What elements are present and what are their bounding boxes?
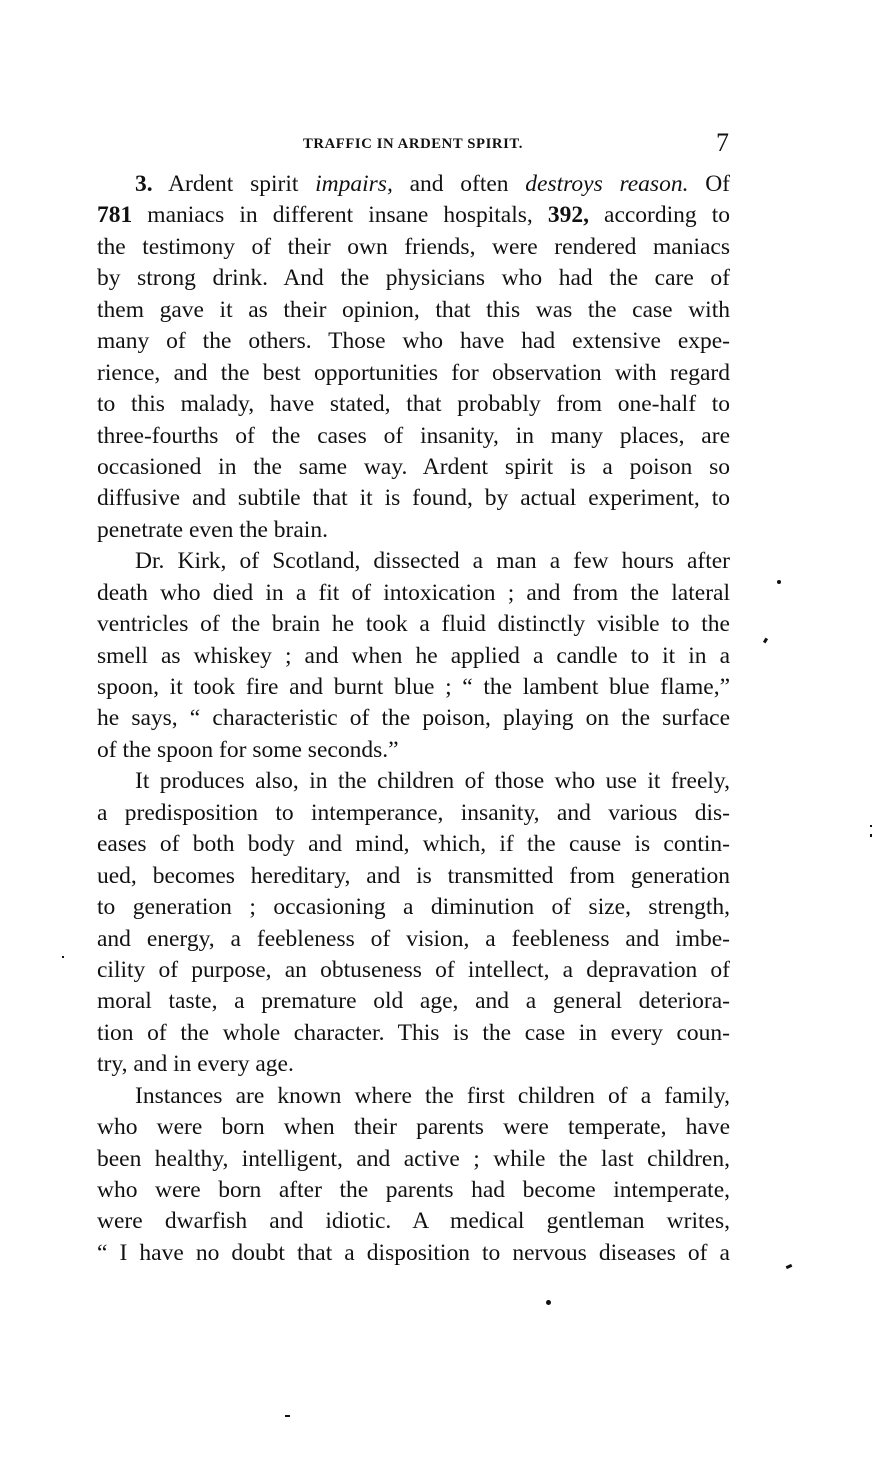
text-line: ued, becomes hereditary, and is transmitted from generation <box>97 862 730 889</box>
text-segment: destroys reason. <box>525 171 689 197</box>
scan-speck <box>763 638 768 644</box>
text-line: moral taste, a premature old age, and a general deteriora- <box>97 988 730 1015</box>
text-segment: Of <box>688 171 730 197</box>
text-line: to this malady, have stated, that probably from one-half to <box>97 391 730 418</box>
text-line: a predisposition to intemperance, insanity, and various dis- <box>97 799 730 826</box>
text-segment: maniacs in different insane hospitals, <box>132 202 548 229</box>
text-line: rience, and the best opportunities for observation with regard <box>97 359 730 386</box>
text-line: smell as whiskey ; and when he applied a candle to it in a <box>97 642 730 669</box>
paragraph <box>97 1081 730 1270</box>
paragraph <box>97 546 730 766</box>
text-line: been healthy, intelligent, and active ; while the last children, <box>97 1145 730 1172</box>
scan-speck <box>786 1264 793 1269</box>
text-line: the testimony of their own friends, were rendered maniacs <box>97 233 730 260</box>
scan-speck <box>285 1415 290 1417</box>
text-line: and energy, a feebleness of vision, a feebleness and imbe- <box>97 925 730 952</box>
text-line: diffusive and subtile that it is found, by actual experiment, to <box>97 485 730 512</box>
text-line: “ I have no doubt that a disposition to nervous diseases of a <box>97 1239 730 1266</box>
text-line: occasioned in the same way. Ardent spirit is a poison so <box>97 453 730 480</box>
text-line: who were born when their parents were temperate, have <box>97 1114 730 1141</box>
page-number: 7 <box>716 128 729 157</box>
paragraph <box>97 766 730 1080</box>
text-segment: according to <box>588 202 730 229</box>
text-line: Instances are known where the first children of a family, <box>135 1082 730 1109</box>
text-line <box>97 200 730 231</box>
text-line: many of the others. Those who have had extensive expe- <box>97 328 730 355</box>
text-line: penetrate even the brain. <box>97 516 328 543</box>
scan-speck <box>870 825 872 827</box>
text-line: to generation ; occasioning a diminution of size, strength, <box>97 894 730 921</box>
body-text <box>97 169 730 1269</box>
text-segment: impairs, <box>315 171 393 197</box>
running-title: TRAFFIC IN ARDENT SPIRIT. <box>302 136 523 152</box>
text-line: death who died in a fit of intoxication ; and from the lateral <box>97 579 730 606</box>
text-line: Dr. Kirk, of Scotland, dissected a man a few hours after <box>135 548 730 575</box>
text-line: try, and in every age. <box>97 1051 294 1078</box>
text-segment: Ardent spirit <box>152 171 316 197</box>
text-line: them gave it as their opinion, that this was the case with <box>97 296 730 323</box>
text-segment: 781 <box>97 202 133 229</box>
text-line: ventricles of the brain he took a fluid distinctly visible to the <box>97 611 730 638</box>
text-line <box>97 169 730 200</box>
text-line: It produces also, in the children of those who use it freely, <box>135 768 730 795</box>
text-line: eases of both body and mind, which, if the cause is contin- <box>97 831 730 858</box>
scan-speck <box>870 834 872 837</box>
text-line: by strong drink. And the physicians who had the care of <box>97 265 730 292</box>
running-head <box>97 128 729 158</box>
text-line: spoon, it took fire and burnt blue ; “ the lambent blue flame,” <box>97 674 730 700</box>
text-segment: 3. <box>135 171 153 197</box>
text-line: of the spoon for some seconds.” <box>97 736 399 763</box>
scan-speck <box>777 580 781 584</box>
scan-speck <box>62 956 64 958</box>
text-line: cility of purpose, an obtuseness of intellect, a depravation of <box>97 956 730 983</box>
text-line: three-fourths of the cases of insanity, in many places, are <box>97 422 730 449</box>
text-line: he says, “ characteristic of the poison, playing on the surface <box>97 705 730 732</box>
text-line: who were born after the parents had become intemperate, <box>97 1177 730 1203</box>
text-segment: 392, <box>547 202 589 229</box>
text-line: tion of the whole character. This is the case in every coun- <box>97 1019 730 1046</box>
scan-speck <box>546 1300 551 1305</box>
text-segment: and often <box>392 171 526 197</box>
text-line: were dwarfish and idiotic. A medical gentleman writes, <box>97 1208 730 1235</box>
paragraph <box>97 169 730 546</box>
